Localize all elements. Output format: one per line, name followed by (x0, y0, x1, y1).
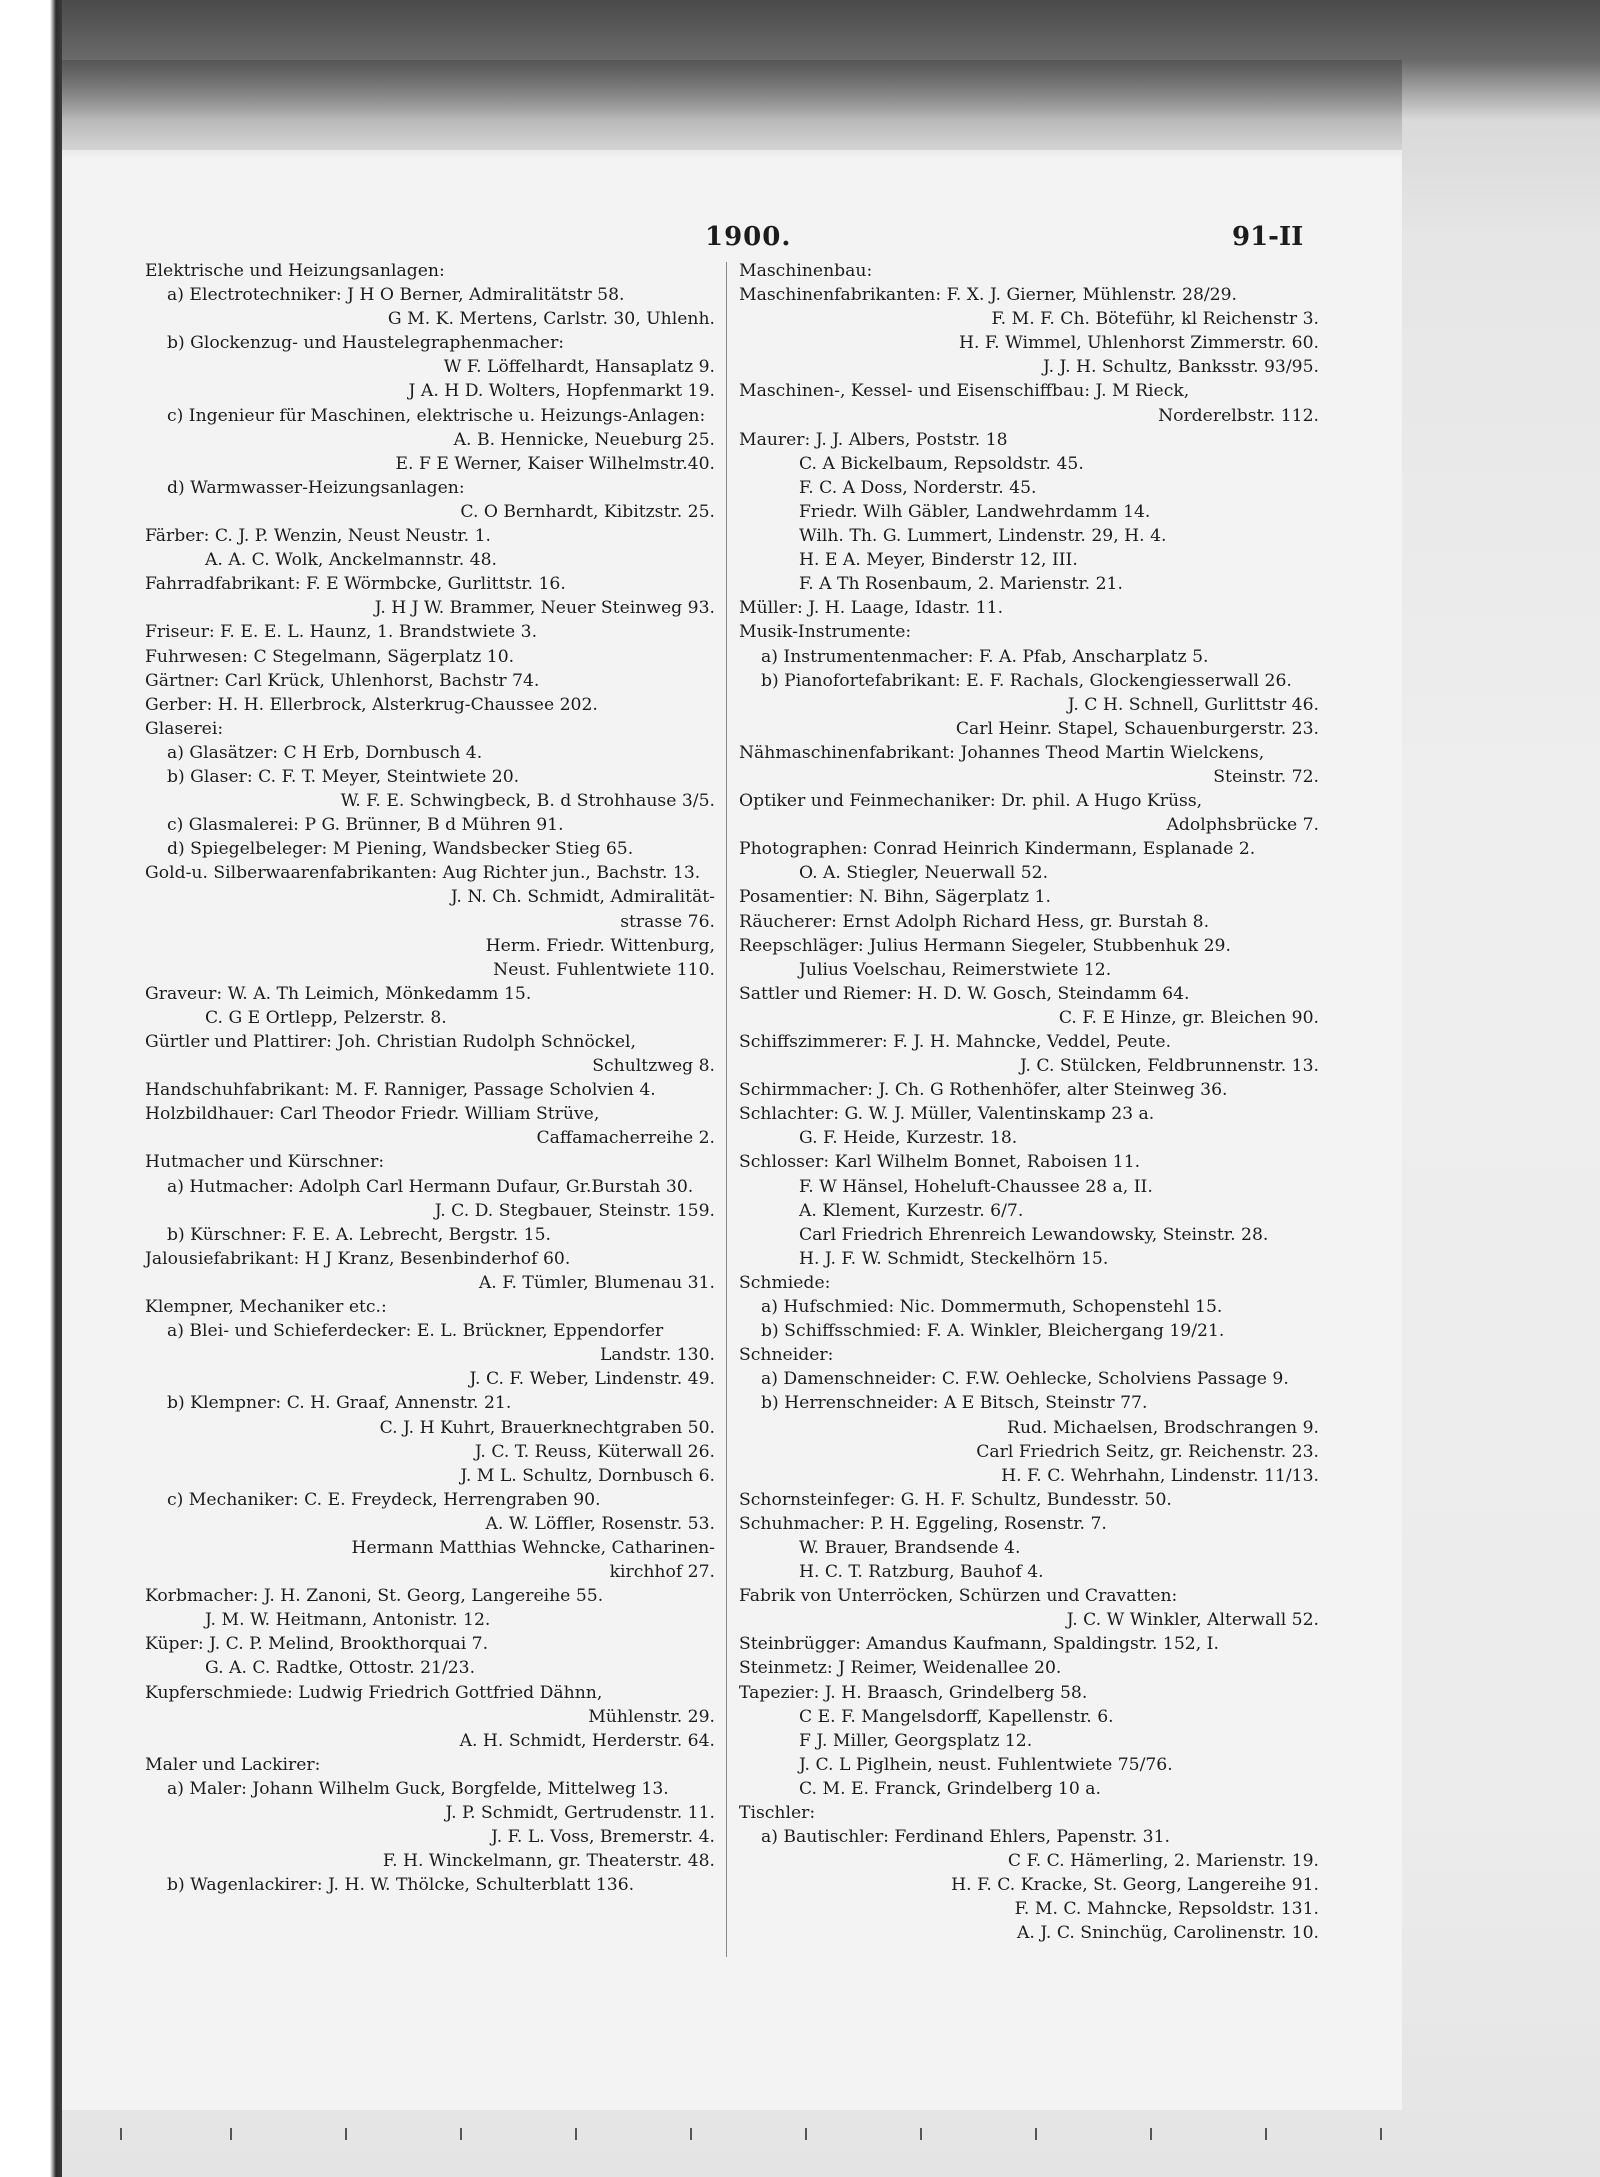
directory-line: C. F. E Hinze, gr. Bleichen 90. (1058, 1007, 1319, 1028)
directory-line: F. H. Winckelmann, gr. Theaterstr. 48. (382, 1851, 715, 1872)
directory-line: Handschuhfabrikant: M. F. Ranniger, Passage Scholvien 4. (145, 1080, 656, 1101)
edge-tick (690, 2128, 692, 2140)
directory-line: Maler und Lackirer: (145, 1754, 321, 1775)
directory-line: a) Glasätzer: C H Erb, Dornbusch 4. (167, 742, 483, 763)
directory-line: J. C. D. Stegbauer, Steinstr. 159. (434, 1200, 715, 1221)
directory-line: H. F. C. Kracke, St. Georg, Langereihe 91. (951, 1875, 1319, 1896)
directory-line: Gürtler und Plattirer: Joh. Christian Rudolph Schnöckel, (145, 1032, 636, 1052)
directory-line: F. A Th Rosenbaum, 2. Marienstr. 21. (799, 574, 1123, 595)
directory-line: b) Glockenzug- und Haustelegraphenmacher: (167, 333, 565, 354)
directory-line: Jalousiefabrikant: H J Kranz, Besenbinderhof 60. (145, 1248, 571, 1269)
directory-line: G. F. Heide, Kurzestr. 18. (799, 1128, 1018, 1149)
directory-line: Tapezier: J. H. Braasch, Grindelberg 58. (739, 1682, 1088, 1703)
directory-line: J. N. Ch. Schmidt, Admiralität- (450, 887, 715, 908)
directory-line: c) Ingenieur für Maschinen, elektrische u. Heizungs-Anlagen: (167, 405, 706, 426)
directory-line: J. C. Stülcken, Feldbrunnenstr. 13. (1019, 1056, 1319, 1077)
directory-line: Schornsteinfeger: G. H. F. Schultz, Bundesstr. 50. (739, 1489, 1172, 1510)
directory-line: Julius Voelschau, Reimerstwiete 12. (799, 959, 1112, 980)
directory-line: Schultzweg 8. (592, 1056, 715, 1077)
directory-line: a) Electrotechniker: J H O Berner, Admiralitätstr 58. (167, 285, 625, 306)
directory-line: Korbmacher: J. H. Zanoni, St. Georg, Langereihe 55. (145, 1586, 604, 1607)
column-divider (726, 262, 727, 1957)
directory-line: C. G E Ortlepp, Pelzerstr. 8. (205, 1007, 447, 1028)
directory-line: A. W. Löffler, Rosenstr. 53. (485, 1513, 715, 1534)
directory-line: Wilh. Th. G. Lummert, Lindenstr. 29, H. 4. (799, 526, 1167, 547)
directory-line: W. Brauer, Brandsende 4. (799, 1537, 1021, 1558)
directory-line: Schneider: (739, 1345, 834, 1366)
directory-line: Rud. Michaelsen, Brodschrangen 9. (1007, 1417, 1319, 1438)
directory-line: Elektrische und Heizungsanlagen: (145, 261, 445, 281)
directory-line: J A. H D. Wolters, Hopfenmarkt 19. (408, 381, 715, 402)
edge-tick (230, 2128, 232, 2140)
directory-line: c) Mechaniker: C. E. Freydeck, Herrengraben 90. (167, 1489, 601, 1510)
directory-line: Steinmetz: J Reimer, Weidenallee 20. (739, 1658, 1062, 1679)
directory-line: Holzbildhauer: Carl Theodor Friedr. William Strüve, (145, 1104, 600, 1125)
directory-line: Steinbrügger: Amandus Kaufmann, Spaldingstr. 152, I. (739, 1634, 1219, 1655)
directory-line: d) Spiegelbeleger: M Piening, Wandsbecker Stieg 65. (167, 839, 634, 860)
directory-line: A. H. Schmidt, Herderstr. 64. (459, 1730, 715, 1751)
directory-line: Norderelbstr. 112. (1158, 405, 1319, 426)
directory-line: C. A Bickelbaum, Repsoldstr. 45. (799, 453, 1084, 474)
directory-line: Schuhmacher: P. H. Eggeling, Rosenstr. 7. (739, 1513, 1107, 1534)
directory-line: Schlachter: G. W. J. Müller, Valentinskamp 23 a. (739, 1104, 1155, 1125)
directory-line: C F. C. Hämerling, 2. Marienstr. 19. (1007, 1851, 1319, 1872)
directory-line: a) Instrumentenmacher: F. A. Pfab, Anscharplatz 5. (761, 646, 1209, 667)
directory-line: G M. K. Mertens, Carlstr. 30, Uhlenh. (387, 309, 715, 330)
directory-line: J. J. H. Schultz, Banksstr. 93/95. (1043, 357, 1319, 378)
directory-line: J. C H. Schnell, Gurlittstr 46. (1067, 694, 1319, 715)
directory-line: Hutmacher und Kürschner: (145, 1152, 385, 1173)
directory-line: Caffamacherreihe 2. (536, 1128, 715, 1149)
directory-line: Gold-u. Silberwaarenfabrikanten: Aug Richter jun., Bachstr. 13. (145, 863, 701, 884)
directory-line: Maschinenbau: (739, 261, 873, 281)
directory-line: H. J. F. W. Schmidt, Steckelhörn 15. (799, 1248, 1109, 1269)
directory-line: C. O Bernhardt, Kibitzstr. 25. (460, 501, 715, 522)
directory-line: Nähmaschinenfabrikant: Johannes Theod Martin Wielckens, (739, 742, 1265, 763)
directory-line: H. F. C. Wehrhahn, Lindenstr. 11/13. (1001, 1465, 1319, 1486)
directory-line: Schiffszimmerer: F. J. H. Mahncke, Veddel, Peute. (739, 1032, 1172, 1052)
directory-line: W. F. E. Schwingbeck, B. d Strohhause 3/5. (340, 791, 715, 812)
directory-line: Kupferschmiede: Ludwig Friedrich Gottfried Dähnn, (145, 1682, 603, 1703)
directory-line: a) Hutmacher: Adolph Carl Hermann Dufaur, Gr.Burstah 30. (167, 1176, 694, 1197)
directory-line: A. Klement, Kurzestr. 6/7. (799, 1200, 1024, 1221)
directory-line: C. M. E. Franck, Grindelberg 10 a. (799, 1778, 1101, 1799)
directory-line: F. M. F. Ch. Böteführ, kl Reichenstr 3. (991, 309, 1319, 330)
edge-tick (120, 2128, 122, 2140)
directory-line: Tischler: (739, 1803, 816, 1823)
directory-line: Küper: J. C. P. Melind, Brookthorquai 7. (145, 1634, 489, 1655)
directory-line: a) Blei- und Schieferdecker: E. L. Brückner, Eppendorfer (167, 1321, 664, 1342)
directory-line: H. C. T. Ratzburg, Bauhof 4. (799, 1562, 1044, 1583)
directory-line: Friseur: F. E. E. L. Haunz, 1. Brandstwiete 3. (145, 622, 538, 643)
edge-tick (1380, 2128, 1382, 2140)
directory-line: Fabrik von Unterröcken, Schürzen und Cravatten: (739, 1586, 1178, 1607)
directory-line: b) Kürschner: F. E. A. Lebrecht, Bergstr. 15. (167, 1224, 551, 1245)
directory-line: J. C. F. Weber, Lindenstr. 49. (469, 1369, 715, 1390)
edge-tick (805, 2128, 807, 2140)
directory-line: Hermann Matthias Wehncke, Catharinen- (351, 1537, 715, 1558)
directory-line: Adolphsbrücke 7. (1166, 815, 1319, 836)
directory-line: b) Glaser: C. F. T. Meyer, Steintwiete 20. (167, 766, 520, 787)
directory-line: strasse 76. (620, 911, 715, 932)
directory-line: Neust. Fuhlentwiete 110. (493, 959, 715, 980)
directory-line: A. F. Tümler, Blumenau 31. (478, 1272, 715, 1293)
directory-line: b) Wagenlackirer: J. H. W. Thölcke, Schulterblatt 136. (167, 1875, 635, 1896)
edge-tick (1150, 2128, 1152, 2140)
directory-line: O. A. Stiegler, Neuerwall 52. (799, 863, 1049, 884)
directory-line: A. J. C. Sninchüg, Carolinenstr. 10. (1017, 1923, 1319, 1944)
directory-line: Maschinen-, Kessel- und Eisenschiffbau: J. M Rieck, (739, 381, 1190, 402)
directory-line: Schirmmacher: J. Ch. G Rothenhöfer, alter Steinweg 36. (739, 1080, 1228, 1101)
directory-line: J. H J W. Brammer, Neuer Steinweg 93. (374, 598, 715, 619)
directory-line: Färber: C. J. P. Wenzin, Neust Neustr. 1. (145, 526, 492, 547)
directory-line: Schmiede: (739, 1272, 831, 1293)
directory-line: b) Pianofortefabrikant: E. F. Rachals, Glockengiesserwall 26. (761, 670, 1292, 691)
directory-line: c) Glasmalerei: P G. Brünner, B d Mühren 91. (167, 815, 564, 836)
edge-tick (920, 2128, 922, 2140)
directory-line: Optiker und Feinmechaniker: Dr. phil. A Hugo Krüss, (739, 791, 1203, 812)
edge-tick (1265, 2128, 1267, 2140)
running-head-year: 1900. (705, 222, 792, 252)
directory-line: W F. Löffelhardt, Hansaplatz 9. (443, 357, 715, 378)
directory-line: a) Damenschneider: C. F.W. Oehlecke, Scholviens Passage 9. (761, 1369, 1289, 1390)
directory-line: Graveur: W. A. Th Leimich, Mönkedamm 15. (145, 983, 532, 1004)
directory-line: b) Klempner: C. H. Graaf, Annenstr. 21. (167, 1393, 512, 1414)
directory-line: Müller: J. H. Laage, Idastr. 11. (739, 598, 1004, 619)
directory-line: A. A. C. Wolk, Anckelmannstr. 48. (205, 550, 498, 571)
directory-line: E. F E Werner, Kaiser Wilhelmstr.40. (395, 453, 715, 474)
binding-edge (0, 0, 62, 2177)
scan-edge-marks (120, 2128, 1400, 2140)
directory-line: kirchhof 27. (609, 1562, 715, 1583)
directory-line: Posamentier: N. Bihn, Sägerplatz 1. (739, 887, 1051, 908)
directory-line: J. C. L Piglhein, neust. Fuhlentwiete 75/76. (799, 1754, 1173, 1775)
directory-line: Musik-Instrumente: (739, 622, 912, 643)
directory-line: Carl Friedrich Ehrenreich Lewandowsky, Steinstr. 28. (799, 1224, 1269, 1245)
directory-line: Landstr. 130. (600, 1345, 715, 1366)
directory-line: Klempner, Mechaniker etc.: (145, 1297, 387, 1318)
directory-line: Gärtner: Carl Krück, Uhlenhorst, Bachstr 74. (145, 670, 540, 691)
directory-line: b) Schiffsschmied: F. A. Winkler, Bleichergang 19/21. (761, 1321, 1225, 1342)
directory-line: Räucherer: Ernst Adolph Richard Hess, gr. Burstah 8. (739, 911, 1210, 932)
directory-line: J. C. W Winkler, Alterwall 52. (1066, 1610, 1319, 1631)
directory-line: F. C. A Doss, Norderstr. 45. (799, 477, 1037, 498)
edge-tick (575, 2128, 577, 2140)
directory-line: J. C. T. Reuss, Küterwall 26. (474, 1441, 715, 1462)
directory-line: a) Bautischler: Ferdinand Ehlers, Papenstr. 31. (761, 1827, 1170, 1848)
directory-line: H. F. Wimmel, Uhlenhorst Zimmerstr. 60. (959, 333, 1319, 354)
directory-line: H. E A. Meyer, Binderstr 12, III. (799, 550, 1078, 571)
directory-line: Mühlenstr. 29. (588, 1706, 715, 1727)
edge-tick (345, 2128, 347, 2140)
directory-line: G. A. C. Radtke, Ottostr. 21/23. (205, 1658, 476, 1679)
directory-line: a) Hufschmied: Nic. Dommermuth, Schopenstehl 15. (761, 1297, 1223, 1318)
edge-tick (1035, 2128, 1037, 2140)
directory-line: F. W Hänsel, Hoheluft-Chaussee 28 a, II. (799, 1176, 1153, 1197)
right-column (739, 259, 1319, 1946)
directory-line: Carl Friedrich Seitz, gr. Reichenstr. 23. (976, 1441, 1319, 1462)
directory-line: Glaserei: (145, 718, 224, 739)
page-number: 91-II (1232, 222, 1304, 252)
directory-line: Fuhrwesen: C Stegelmann, Sägerplatz 10. (145, 646, 515, 667)
directory-line: Photographen: Conrad Heinrich Kindermann, Esplanade 2. (739, 839, 1256, 860)
directory-line: Friedr. Wilh Gäbler, Landwehrdamm 14. (799, 501, 1151, 522)
directory-line: Maschinenfabrikanten: F. X. J. Gierner, Mühlenstr. 28/29. (739, 285, 1238, 306)
directory-line: Steinstr. 72. (1213, 766, 1319, 787)
page-shadow (62, 60, 1402, 160)
directory-line: Gerber: H. H. Ellerbrock, Alsterkrug-Chaussee 202. (145, 694, 598, 715)
directory-line: F. M. C. Mahncke, Repsoldstr. 131. (1014, 1899, 1319, 1920)
edge-tick (460, 2128, 462, 2140)
left-column (145, 259, 715, 1897)
directory-line: Herm. Friedr. Wittenburg, (485, 935, 715, 956)
directory-line: J. F. L. Voss, Bremerstr. 4. (491, 1827, 715, 1848)
directory-line: J. M L. Schultz, Dornbusch 6. (460, 1465, 715, 1486)
directory-line: J. M. W. Heitmann, Antonistr. 12. (205, 1610, 491, 1631)
directory-line: Sattler und Riemer: H. D. W. Gosch, Steindamm 64. (739, 983, 1190, 1004)
directory-line: Schlosser: Karl Wilhelm Bonnet, Raboisen 11. (739, 1152, 1141, 1173)
directory-line: F J. Miller, Georgsplatz 12. (799, 1730, 1033, 1751)
directory-line: b) Herrenschneider: A E Bitsch, Steinstr 77. (761, 1393, 1148, 1414)
directory-line: Fahrradfabrikant: F. E Wörmbcke, Gurlittstr. 16. (145, 574, 566, 595)
directory-line: J. P. Schmidt, Gertrudenstr. 11. (445, 1803, 715, 1823)
directory-line: A. B. Hennicke, Neueburg 25. (453, 429, 715, 450)
directory-line: C. J. H Kuhrt, Brauerknechtgraben 50. (379, 1417, 715, 1438)
directory-line: C E. F. Mangelsdorff, Kapellenstr. 6. (799, 1706, 1114, 1727)
directory-line: a) Maler: Johann Wilhelm Guck, Borgfelde, Mittelweg 13. (167, 1778, 669, 1799)
directory-line: d) Warmwasser-Heizungsanlagen: (167, 477, 465, 498)
directory-line: Reepschläger: Julius Hermann Siegeler, Stubbenhuk 29. (739, 935, 1231, 956)
directory-line: Maurer: J. J. Albers, Poststr. 18 (739, 429, 1008, 450)
directory-line: Carl Heinr. Stapel, Schauenburgerstr. 23. (955, 718, 1319, 739)
